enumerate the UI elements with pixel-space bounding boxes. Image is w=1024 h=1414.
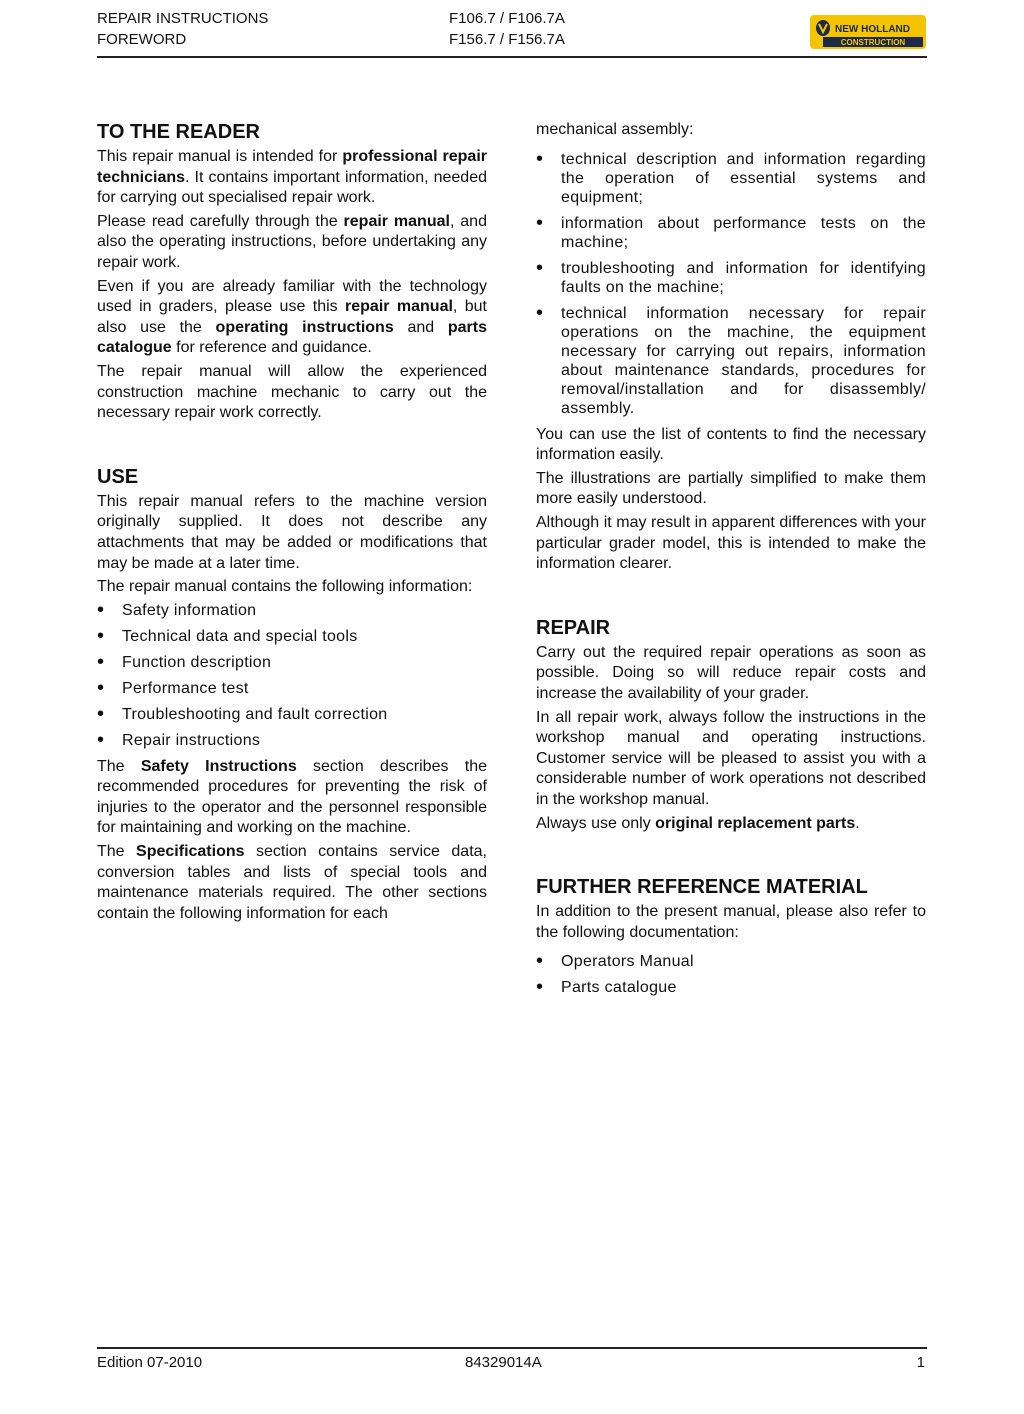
repair-paragraph-2: In all repair work, always follow the instructions in the workshop manual and operating instructions. Customer service will be pleased to assist you with a considerable number of work operations not described in the workshop manual. <box>536 708 926 808</box>
section-title-use: USE <box>97 465 139 488</box>
section-title-further: FURTHER REFERENCE MATERIAL <box>536 876 868 899</box>
page-footer <box>97 1347 927 1371</box>
list-item: • troubleshooting and information for identifying faults on the machine; <box>536 259 926 297</box>
list-item: • Performance test <box>97 679 487 698</box>
use-contents-list <box>97 601 487 750</box>
reader-paragraph-4: The repair manual will allow the experienced construction machine mechanic to carry out the necessary repair work correctly. <box>97 362 487 422</box>
reader-paragraph-3: Even if you are already familiar with the technology used in graders, please use this repair manual, but also use the operating instructions and parts catalogue for reference and guidance. <box>97 277 487 357</box>
assembly-info-list <box>536 150 926 418</box>
list-item: • Repair instructions <box>97 731 487 750</box>
list-item: • Operators Manual <box>536 952 926 971</box>
repair-paragraph-1: Carry out the required repair operations as soon as possible. Doing so will reduce repair costs and increase the availability of your grader. <box>536 643 926 702</box>
page-header <box>97 10 927 58</box>
reader-paragraph-2: Please read carefully through the repair manual, and also the operating instructions, before undertaking any repair work. <box>97 212 487 271</box>
reader-paragraph-1: This repair manual is intended for professional repair technicians. It contains important information, needed for carrying out specialised repair work. <box>97 148 487 207</box>
continued-paragraph-2: The illustrations are partially simplified to make them more easily understood. <box>536 469 926 508</box>
use-paragraph-4: The Specifications section contains service data, conversion tables and lists of special tools and maintenance materials required. The other sections contain the following information for each <box>97 843 487 922</box>
list-item: • technical information necessary for repair operations on the machine, the equipment necessary for carrying out repairs, information about maintenance standards, procedures for removal/installation and for disassembly/ assembly. <box>536 304 926 418</box>
use-paragraph-1: This repair manual refers to the machine version originally supplied. It does not describe any attachments that may be added or modifications that may be made at a later time. <box>97 492 487 572</box>
header-subsection: FOREWORD <box>97 31 187 48</box>
document-number: 84329014A <box>465 1354 542 1371</box>
list-item: • Function description <box>97 653 487 672</box>
continued-lead: mechanical assembly: <box>536 121 694 138</box>
list-item: • Safety information <box>97 601 487 620</box>
continued-paragraph-3: Although it may result in apparent differences with your particular grader model, this is intended to make the information clearer. <box>536 513 926 573</box>
page-number: 1 <box>916 1354 925 1371</box>
header-model-1: F106.7 / F106.7A <box>449 10 565 27</box>
edition: Edition 07-2010 <box>97 1354 203 1371</box>
use-paragraph-2: The repair manual contains the following information: <box>97 578 473 596</box>
list-item: • Technical data and special tools <box>97 627 487 646</box>
list-item: • Parts catalogue <box>536 978 926 997</box>
list-item: • Troubleshooting and fault correction <box>97 705 487 724</box>
further-paragraph-1: In addition to the present manual, please also refer to the following documentation: <box>536 903 926 941</box>
header-model-2: F156.7 / F156.7A <box>449 31 565 48</box>
reference-list <box>536 952 926 997</box>
use-paragraph-3: The Safety Instructions section describes the recommended procedures for preventing the risk of injuries to the operator and the personnel responsible for maintaining and working on the machine. <box>97 757 488 837</box>
logo-subtext: CONSTRUCTION <box>840 38 906 47</box>
left-column <box>97 120 487 927</box>
list-item: • information about performance tests on the machine; <box>536 214 926 252</box>
new-holland-logo <box>809 14 927 50</box>
continued-paragraph-1: You can use the list of contents to find the necessary information easily. <box>536 425 926 464</box>
repair-paragraph-3: Always use only original replacement parts. <box>536 814 860 832</box>
list-item: • technical description and information regarding the operation of essential systems and equipment; <box>536 150 926 207</box>
section-title-reader: TO THE READER <box>97 121 260 143</box>
right-column <box>536 120 926 1004</box>
section-title-repair: REPAIR <box>536 616 611 639</box>
header-section: REPAIR INSTRUCTIONS <box>97 10 269 27</box>
logo-text: NEW HOLLAND <box>835 24 910 35</box>
